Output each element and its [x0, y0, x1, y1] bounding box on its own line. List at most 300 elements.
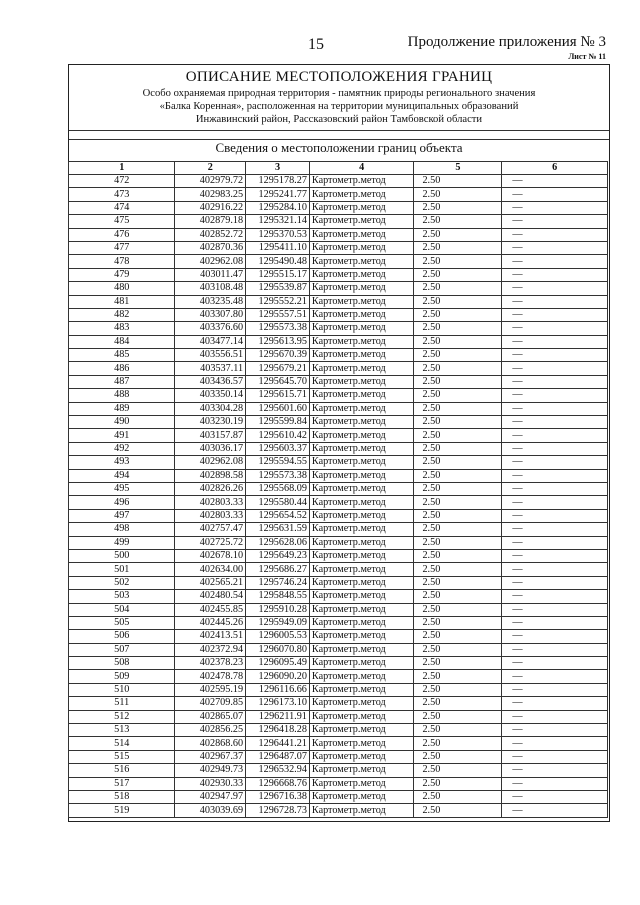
table-row [69, 416, 608, 429]
description-cell: — [502, 710, 608, 723]
method-cell: Картометр.метод [309, 750, 414, 763]
x-coordinate-cell: 402870.36 [175, 241, 246, 254]
y-coordinate-cell: 1295649.23 [246, 549, 310, 562]
x-coordinate-cell: 402916.22 [175, 201, 246, 214]
x-coordinate-cell: 403235.48 [175, 295, 246, 308]
x-coordinate-cell: 402962.08 [175, 255, 246, 268]
y-coordinate-cell: 1295848.55 [246, 590, 310, 603]
method-cell: Картометр.метод [309, 536, 414, 549]
table-body [69, 175, 608, 818]
y-coordinate-cell: 1295178.27 [246, 175, 310, 188]
point-number-cell: 497 [69, 509, 175, 522]
y-coordinate-cell: 1295552.21 [246, 295, 310, 308]
precision-cell: 2.50 [414, 536, 502, 549]
y-coordinate-cell: 1296116.66 [246, 683, 310, 696]
method-cell: Картометр.метод [309, 255, 414, 268]
y-coordinate-cell: 1295670.39 [246, 349, 310, 362]
method-cell: Картометр.метод [309, 268, 414, 281]
description-cell: — [502, 549, 608, 562]
description-cell: — [502, 657, 608, 670]
point-number-cell: 483 [69, 322, 175, 335]
x-coordinate-cell: 403230.19 [175, 416, 246, 429]
y-coordinate-cell: 1296418.28 [246, 724, 310, 737]
description-cell: — [502, 576, 608, 589]
x-coordinate-cell: 403436.57 [175, 375, 246, 388]
table-row [69, 201, 608, 214]
section-title: Сведения о местоположении границ объекта [215, 140, 463, 155]
precision-cell: 2.50 [414, 683, 502, 696]
x-coordinate-cell: 402709.85 [175, 697, 246, 710]
point-number-cell: 484 [69, 335, 175, 348]
subtitle-line-3: Инжавинский район, Рассказовский район Тамбовской области [195, 114, 483, 125]
x-coordinate-cell: 402757.47 [175, 523, 246, 536]
description-cell: — [502, 402, 608, 415]
point-number-cell: 514 [69, 737, 175, 750]
subtitle-line-2: «Балка Коренная», расположенная на территории муниципальных образований [159, 101, 519, 112]
precision-cell: 2.50 [414, 175, 502, 188]
y-coordinate-cell: 1295515.17 [246, 268, 310, 281]
point-number-cell: 475 [69, 215, 175, 228]
point-number-cell: 498 [69, 523, 175, 536]
description-cell: — [502, 563, 608, 576]
table-row [69, 643, 608, 656]
y-coordinate-cell: 1296095.49 [246, 657, 310, 670]
precision-cell: 2.50 [414, 643, 502, 656]
precision-cell: 2.50 [414, 255, 502, 268]
x-coordinate-cell: 402455.85 [175, 603, 246, 616]
method-cell: Картометр.метод [309, 697, 414, 710]
method-cell: Картометр.метод [309, 349, 414, 362]
y-coordinate-cell: 1295628.06 [246, 536, 310, 549]
precision-cell: 2.50 [414, 496, 502, 509]
table-row [69, 657, 608, 670]
table-row [69, 576, 608, 589]
point-number-cell: 519 [69, 804, 175, 817]
table-row [69, 509, 608, 522]
point-number-cell: 493 [69, 456, 175, 469]
x-coordinate-cell: 402979.72 [175, 175, 246, 188]
page-number: 15 [308, 36, 324, 53]
method-cell: Картометр.метод [309, 523, 414, 536]
point-number-cell: 511 [69, 697, 175, 710]
precision-cell: 2.50 [414, 402, 502, 415]
y-coordinate-cell: 1295241.77 [246, 188, 310, 201]
table-row [69, 724, 608, 737]
precision-cell: 2.50 [414, 750, 502, 763]
point-number-cell: 472 [69, 175, 175, 188]
description-cell: — [502, 416, 608, 429]
x-coordinate-cell: 402879.18 [175, 215, 246, 228]
description-cell: — [502, 175, 608, 188]
appendix-continuation: Продолжение приложения № 3 [407, 34, 606, 50]
x-coordinate-cell: 403108.48 [175, 282, 246, 295]
x-coordinate-cell: 403350.14 [175, 389, 246, 402]
column-header-2: 2 [175, 162, 246, 175]
y-coordinate-cell: 1295321.14 [246, 215, 310, 228]
y-coordinate-cell: 1295949.09 [246, 616, 310, 629]
precision-cell: 2.50 [414, 764, 502, 777]
x-coordinate-cell: 402595.19 [175, 683, 246, 696]
x-coordinate-cell: 403477.14 [175, 335, 246, 348]
point-number-cell: 513 [69, 724, 175, 737]
method-cell: Картометр.метод [309, 496, 414, 509]
y-coordinate-cell: 1296668.76 [246, 777, 310, 790]
method-cell: Картометр.метод [309, 322, 414, 335]
point-number-cell: 491 [69, 429, 175, 442]
table-row [69, 322, 608, 335]
x-coordinate-cell: 402725.72 [175, 536, 246, 549]
description-cell: — [502, 764, 608, 777]
x-coordinate-cell: 402445.26 [175, 616, 246, 629]
method-cell: Картометр.метод [309, 228, 414, 241]
description-cell: — [502, 215, 608, 228]
point-number-cell: 515 [69, 750, 175, 763]
method-cell: Картометр.метод [309, 308, 414, 321]
table-row [69, 228, 608, 241]
boundary-coordinates-table [68, 161, 608, 818]
table-row [69, 469, 608, 482]
method-cell: Картометр.метод [309, 790, 414, 803]
method-cell: Картометр.метод [309, 215, 414, 228]
x-coordinate-cell: 402378.23 [175, 657, 246, 670]
description-cell: — [502, 643, 608, 656]
x-coordinate-cell: 403556.51 [175, 349, 246, 362]
precision-cell: 2.50 [414, 201, 502, 214]
point-number-cell: 488 [69, 389, 175, 402]
x-coordinate-cell: 402949.73 [175, 764, 246, 777]
method-cell: Картометр.метод [309, 724, 414, 737]
precision-cell: 2.50 [414, 322, 502, 335]
point-number-cell: 476 [69, 228, 175, 241]
point-number-cell: 506 [69, 630, 175, 643]
precision-cell: 2.50 [414, 188, 502, 201]
description-cell: — [502, 509, 608, 522]
point-number-cell: 496 [69, 496, 175, 509]
y-coordinate-cell: 1296728.73 [246, 804, 310, 817]
x-coordinate-cell: 403157.87 [175, 429, 246, 442]
x-coordinate-cell: 402413.51 [175, 630, 246, 643]
method-cell: Картометр.метод [309, 389, 414, 402]
method-cell: Картометр.метод [309, 657, 414, 670]
y-coordinate-cell: 1295284.10 [246, 201, 310, 214]
description-cell: — [502, 670, 608, 683]
method-cell: Картометр.метод [309, 456, 414, 469]
method-cell: Картометр.метод [309, 603, 414, 616]
boundary-description-frame [68, 64, 610, 822]
table-row [69, 804, 608, 817]
point-number-cell: 501 [69, 563, 175, 576]
table-row [69, 389, 608, 402]
point-number-cell: 485 [69, 349, 175, 362]
y-coordinate-cell: 1296005.53 [246, 630, 310, 643]
method-cell: Картометр.метод [309, 737, 414, 750]
table-header-row [69, 162, 608, 175]
y-coordinate-cell: 1295568.09 [246, 482, 310, 495]
x-coordinate-cell: 402856.25 [175, 724, 246, 737]
description-cell: — [502, 750, 608, 763]
table-row [69, 790, 608, 803]
method-cell: Картометр.метод [309, 804, 414, 817]
method-cell: Картометр.метод [309, 335, 414, 348]
x-coordinate-cell: 403304.28 [175, 402, 246, 415]
x-coordinate-cell: 402947.97 [175, 790, 246, 803]
point-number-cell: 516 [69, 764, 175, 777]
method-cell: Картометр.метод [309, 576, 414, 589]
y-coordinate-cell: 1295910.28 [246, 603, 310, 616]
description-cell: — [502, 349, 608, 362]
table-row [69, 670, 608, 683]
subtitle-line-1: Особо охраняемая природная территория - памятник природы регионального значения [142, 88, 536, 99]
point-number-cell: 474 [69, 201, 175, 214]
x-coordinate-cell: 403376.60 [175, 322, 246, 335]
table-row [69, 442, 608, 455]
method-cell: Картометр.метод [309, 616, 414, 629]
x-coordinate-cell: 403011.47 [175, 268, 246, 281]
x-coordinate-cell: 402852.72 [175, 228, 246, 241]
y-coordinate-cell: 1295539.87 [246, 282, 310, 295]
y-coordinate-cell: 1295599.84 [246, 416, 310, 429]
precision-cell: 2.50 [414, 268, 502, 281]
table-row [69, 523, 608, 536]
y-coordinate-cell: 1295654.52 [246, 509, 310, 522]
y-coordinate-cell: 1296716.38 [246, 790, 310, 803]
y-coordinate-cell: 1296487.07 [246, 750, 310, 763]
point-number-cell: 504 [69, 603, 175, 616]
document-title: ОПИСАНИЕ МЕСТОПОЛОЖЕНИЯ ГРАНИЦ [185, 69, 493, 85]
precision-cell: 2.50 [414, 616, 502, 629]
precision-cell: 2.50 [414, 563, 502, 576]
method-cell: Картометр.метод [309, 295, 414, 308]
precision-cell: 2.50 [414, 469, 502, 482]
y-coordinate-cell: 1295601.60 [246, 402, 310, 415]
x-coordinate-cell: 402868.60 [175, 737, 246, 750]
method-cell: Картометр.метод [309, 563, 414, 576]
y-coordinate-cell: 1296211.91 [246, 710, 310, 723]
method-cell: Картометр.метод [309, 549, 414, 562]
precision-cell: 2.50 [414, 308, 502, 321]
precision-cell: 2.50 [414, 456, 502, 469]
point-number-cell: 495 [69, 482, 175, 495]
precision-cell: 2.50 [414, 777, 502, 790]
table-row [69, 764, 608, 777]
point-number-cell: 503 [69, 590, 175, 603]
method-cell: Картометр.метод [309, 442, 414, 455]
y-coordinate-cell: 1295594.55 [246, 456, 310, 469]
table-row [69, 456, 608, 469]
point-number-cell: 477 [69, 241, 175, 254]
description-cell: — [502, 496, 608, 509]
y-coordinate-cell: 1295679.21 [246, 362, 310, 375]
table-row [69, 710, 608, 723]
table-row [69, 697, 608, 710]
table-row [69, 215, 608, 228]
y-coordinate-cell: 1295573.38 [246, 469, 310, 482]
x-coordinate-cell: 402983.25 [175, 188, 246, 201]
point-number-cell: 502 [69, 576, 175, 589]
x-coordinate-cell: 402372.94 [175, 643, 246, 656]
precision-cell: 2.50 [414, 790, 502, 803]
x-coordinate-cell: 402865.07 [175, 710, 246, 723]
point-number-cell: 480 [69, 282, 175, 295]
precision-cell: 2.50 [414, 670, 502, 683]
table-row [69, 268, 608, 281]
y-coordinate-cell: 1295603.37 [246, 442, 310, 455]
precision-cell: 2.50 [414, 697, 502, 710]
precision-cell: 2.50 [414, 603, 502, 616]
x-coordinate-cell: 402898.58 [175, 469, 246, 482]
description-cell: — [502, 389, 608, 402]
method-cell: Картометр.метод [309, 282, 414, 295]
method-cell: Картометр.метод [309, 469, 414, 482]
method-cell: Картометр.метод [309, 241, 414, 254]
table-row [69, 616, 608, 629]
x-coordinate-cell: 403307.80 [175, 308, 246, 321]
precision-cell: 2.50 [414, 295, 502, 308]
description-cell: — [502, 322, 608, 335]
description-cell: — [502, 790, 608, 803]
precision-cell: 2.50 [414, 228, 502, 241]
description-cell: — [502, 482, 608, 495]
x-coordinate-cell: 402962.08 [175, 456, 246, 469]
y-coordinate-cell: 1295613.95 [246, 335, 310, 348]
point-number-cell: 518 [69, 790, 175, 803]
point-number-cell: 494 [69, 469, 175, 482]
method-cell: Картометр.метод [309, 509, 414, 522]
table-row [69, 429, 608, 442]
precision-cell: 2.50 [414, 215, 502, 228]
description-cell: — [502, 241, 608, 254]
table-row [69, 603, 608, 616]
precision-cell: 2.50 [414, 349, 502, 362]
point-number-cell: 517 [69, 777, 175, 790]
x-coordinate-cell: 402565.21 [175, 576, 246, 589]
description-cell: — [502, 603, 608, 616]
y-coordinate-cell: 1295411.10 [246, 241, 310, 254]
description-cell: — [502, 308, 608, 321]
point-number-cell: 505 [69, 616, 175, 629]
x-coordinate-cell: 402967.37 [175, 750, 246, 763]
x-coordinate-cell: 402678.10 [175, 549, 246, 562]
point-number-cell: 478 [69, 255, 175, 268]
method-cell: Картометр.метод [309, 416, 414, 429]
precision-cell: 2.50 [414, 590, 502, 603]
description-cell: — [502, 630, 608, 643]
precision-cell: 2.50 [414, 335, 502, 348]
x-coordinate-cell: 403036.17 [175, 442, 246, 455]
y-coordinate-cell: 1296070.80 [246, 643, 310, 656]
x-coordinate-cell: 403039.69 [175, 804, 246, 817]
method-cell: Картометр.метод [309, 482, 414, 495]
table-row [69, 375, 608, 388]
point-number-cell: 482 [69, 308, 175, 321]
precision-cell: 2.50 [414, 375, 502, 388]
description-cell: — [502, 188, 608, 201]
method-cell: Картометр.метод [309, 429, 414, 442]
table-row [69, 683, 608, 696]
description-cell: — [502, 697, 608, 710]
precision-cell: 2.50 [414, 804, 502, 817]
x-coordinate-cell: 402480.54 [175, 590, 246, 603]
point-number-cell: 481 [69, 295, 175, 308]
description-cell: — [502, 456, 608, 469]
description-cell: — [502, 335, 608, 348]
table-row [69, 402, 608, 415]
point-number-cell: 512 [69, 710, 175, 723]
point-number-cell: 487 [69, 375, 175, 388]
method-cell: Картометр.метод [309, 175, 414, 188]
precision-cell: 2.50 [414, 362, 502, 375]
method-cell: Картометр.метод [309, 777, 414, 790]
description-cell: — [502, 268, 608, 281]
column-header-5: 5 [414, 162, 502, 175]
sheet-number: Лист № 11 [568, 52, 606, 61]
point-number-cell: 509 [69, 670, 175, 683]
y-coordinate-cell: 1295490.48 [246, 255, 310, 268]
description-cell: — [502, 737, 608, 750]
point-number-cell: 500 [69, 549, 175, 562]
precision-cell: 2.50 [414, 657, 502, 670]
x-coordinate-cell: 402634.00 [175, 563, 246, 576]
y-coordinate-cell: 1296441.21 [246, 737, 310, 750]
x-coordinate-cell: 402803.33 [175, 509, 246, 522]
y-coordinate-cell: 1295370.53 [246, 228, 310, 241]
table-row [69, 308, 608, 321]
y-coordinate-cell: 1295631.59 [246, 523, 310, 536]
table-row [69, 777, 608, 790]
precision-cell: 2.50 [414, 482, 502, 495]
table-row [69, 362, 608, 375]
precision-cell: 2.50 [414, 389, 502, 402]
method-cell: Картометр.метод [309, 375, 414, 388]
y-coordinate-cell: 1295746.24 [246, 576, 310, 589]
description-cell: — [502, 683, 608, 696]
y-coordinate-cell: 1296173.10 [246, 697, 310, 710]
y-coordinate-cell: 1295610.42 [246, 429, 310, 442]
table-row [69, 255, 608, 268]
method-cell: Картометр.метод [309, 188, 414, 201]
precision-cell: 2.50 [414, 710, 502, 723]
point-number-cell: 479 [69, 268, 175, 281]
y-coordinate-cell: 1296532.94 [246, 764, 310, 777]
table-row [69, 175, 608, 188]
method-cell: Картометр.метод [309, 643, 414, 656]
point-number-cell: 486 [69, 362, 175, 375]
method-cell: Картометр.метод [309, 402, 414, 415]
column-header-1: 1 [69, 162, 175, 175]
x-coordinate-cell: 403537.11 [175, 362, 246, 375]
description-cell: — [502, 255, 608, 268]
description-cell: — [502, 804, 608, 817]
precision-cell: 2.50 [414, 737, 502, 750]
precision-cell: 2.50 [414, 416, 502, 429]
table-row [69, 630, 608, 643]
table-row [69, 536, 608, 549]
precision-cell: 2.50 [414, 509, 502, 522]
column-header-4: 4 [309, 162, 414, 175]
y-coordinate-cell: 1296090.20 [246, 670, 310, 683]
description-cell: — [502, 228, 608, 241]
table-row [69, 549, 608, 562]
precision-cell: 2.50 [414, 241, 502, 254]
description-cell: — [502, 616, 608, 629]
point-number-cell: 473 [69, 188, 175, 201]
point-number-cell: 507 [69, 643, 175, 656]
precision-cell: 2.50 [414, 576, 502, 589]
description-cell: — [502, 201, 608, 214]
table-row [69, 482, 608, 495]
precision-cell: 2.50 [414, 630, 502, 643]
column-header-3: 3 [246, 162, 310, 175]
